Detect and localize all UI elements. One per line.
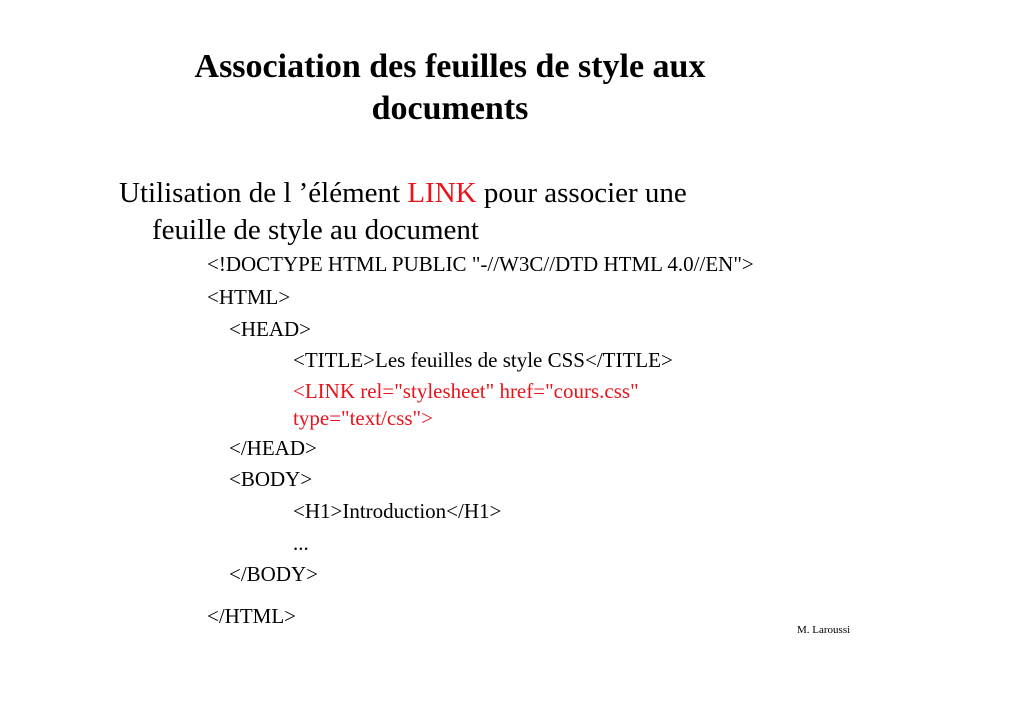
intro-line-1 (119, 175, 839, 212)
code-h1-tag: <H1>Introduction</H1> (293, 499, 502, 523)
intro-paragraph (119, 175, 839, 249)
code-head-open: <HEAD> (229, 317, 312, 341)
intro-line-2: feuille de style au document (152, 214, 479, 246)
author-credit: M. Laroussi (797, 624, 851, 636)
link-keyword: LINK (407, 177, 477, 209)
intro-text-before: Utilisation de l ’élément (119, 177, 408, 209)
code-body-close: </BODY> (229, 562, 319, 586)
code-head-close: </HEAD> (229, 436, 317, 460)
code-html-close: </HTML> (207, 604, 297, 628)
code-link-line-2: type="text/css"> (293, 406, 433, 430)
code-title-tag: <TITLE>Les feuilles de style CSS</TITLE> (293, 348, 673, 372)
code-body-open: <BODY> (229, 467, 313, 491)
slide-title-line-1: Association des feuilles de style aux (194, 48, 706, 85)
code-html-open: <HTML> (207, 285, 291, 309)
code-link-line-1: <LINK rel="stylesheet" href="cours.css" (293, 379, 639, 403)
code-doctype: <!DOCTYPE HTML PUBLIC "-//W3C//DTD HTML 4.0//EN"> (207, 252, 754, 276)
intro-text-after: pour associer une (476, 177, 687, 209)
slide-title-line-2: documents (371, 90, 529, 127)
slide-title (100, 46, 800, 130)
code-ellipsis: ... (293, 531, 309, 555)
